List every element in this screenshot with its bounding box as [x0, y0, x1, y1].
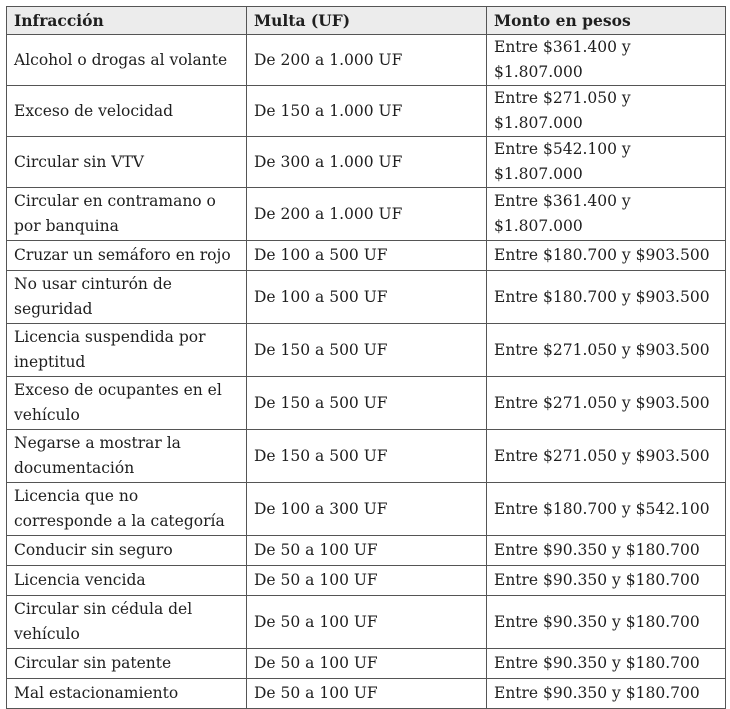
- table-row: [7, 536, 726, 566]
- cell-infraccion: Licencia vencida: [7, 566, 247, 596]
- cell-monto: Entre $90.350 y $180.700: [487, 596, 726, 649]
- cell-multa: De 50 a 100 UF: [247, 679, 487, 709]
- header-multa: Multa (UF): [247, 7, 487, 35]
- cell-infraccion: No usar cinturón de seguridad: [7, 271, 247, 324]
- cell-multa: De 150 a 500 UF: [247, 377, 487, 430]
- header-monto: Monto en pesos: [487, 7, 726, 35]
- table-row: [7, 241, 726, 271]
- cell-monto: Entre $90.350 y $180.700: [487, 649, 726, 679]
- cell-multa: De 200 a 1.000 UF: [247, 35, 487, 86]
- cell-infraccion: Cruzar un semáforo en rojo: [7, 241, 247, 271]
- cell-multa: De 200 a 1.000 UF: [247, 188, 487, 241]
- cell-infraccion: Licencia que no corresponde a la categoría: [7, 483, 247, 536]
- cell-monto: Entre $90.350 y $180.700: [487, 679, 726, 709]
- cell-infraccion: Licencia suspendida por ineptitud: [7, 324, 247, 377]
- cell-multa: De 100 a 500 UF: [247, 241, 487, 271]
- table-row: [7, 596, 726, 649]
- table-row: [7, 137, 726, 188]
- cell-infraccion: Alcohol o drogas al volante: [7, 35, 247, 86]
- table-row: [7, 271, 726, 324]
- cell-monto: Entre $271.050 y $1.807.000: [487, 86, 726, 137]
- cell-infraccion: Circular sin patente: [7, 649, 247, 679]
- cell-multa: De 150 a 500 UF: [247, 430, 487, 483]
- table-row: [7, 324, 726, 377]
- table-row: [7, 188, 726, 241]
- table-row: [7, 649, 726, 679]
- cell-multa: De 150 a 500 UF: [247, 324, 487, 377]
- cell-monto: Entre $542.100 y $1.807.000: [487, 137, 726, 188]
- cell-monto: Entre $361.400 y $1.807.000: [487, 188, 726, 241]
- table-row: [7, 377, 726, 430]
- cell-monto: Entre $271.050 y $903.500: [487, 430, 726, 483]
- cell-infraccion: Mal estacionamiento: [7, 679, 247, 709]
- cell-monto: Entre $271.050 y $903.500: [487, 324, 726, 377]
- table-row: [7, 35, 726, 86]
- cell-monto: Entre $90.350 y $180.700: [487, 536, 726, 566]
- cell-infraccion: Circular en contramano o por banquina: [7, 188, 247, 241]
- cell-infraccion: Circular sin cédula del vehículo: [7, 596, 247, 649]
- cell-infraccion: Conducir sin seguro: [7, 536, 247, 566]
- cell-multa: De 300 a 1.000 UF: [247, 137, 487, 188]
- cell-multa: De 50 a 100 UF: [247, 649, 487, 679]
- cell-monto: Entre $180.700 y $903.500: [487, 271, 726, 324]
- cell-multa: De 50 a 100 UF: [247, 566, 487, 596]
- cell-monto: Entre $271.050 y $903.500: [487, 377, 726, 430]
- fines-table: [6, 6, 726, 709]
- table-row: [7, 483, 726, 536]
- cell-monto: Entre $180.700 y $903.500: [487, 241, 726, 271]
- cell-infraccion: Exceso de velocidad: [7, 86, 247, 137]
- cell-infraccion: Circular sin VTV: [7, 137, 247, 188]
- cell-monto: Entre $361.400 y $1.807.000: [487, 35, 726, 86]
- cell-multa: De 100 a 500 UF: [247, 271, 487, 324]
- cell-multa: De 50 a 100 UF: [247, 536, 487, 566]
- cell-multa: De 100 a 300 UF: [247, 483, 487, 536]
- table-row: [7, 86, 726, 137]
- table-row: [7, 679, 726, 709]
- header-infraccion: Infracción: [7, 7, 247, 35]
- cell-monto: Entre $180.700 y $542.100: [487, 483, 726, 536]
- table-row: [7, 430, 726, 483]
- cell-monto: Entre $90.350 y $180.700: [487, 566, 726, 596]
- cell-infraccion: Exceso de ocupantes en el vehículo: [7, 377, 247, 430]
- header-row: [7, 7, 726, 35]
- cell-infraccion: Negarse a mostrar la documentación: [7, 430, 247, 483]
- table-row: [7, 566, 726, 596]
- cell-multa: De 50 a 100 UF: [247, 596, 487, 649]
- cell-multa: De 150 a 1.000 UF: [247, 86, 487, 137]
